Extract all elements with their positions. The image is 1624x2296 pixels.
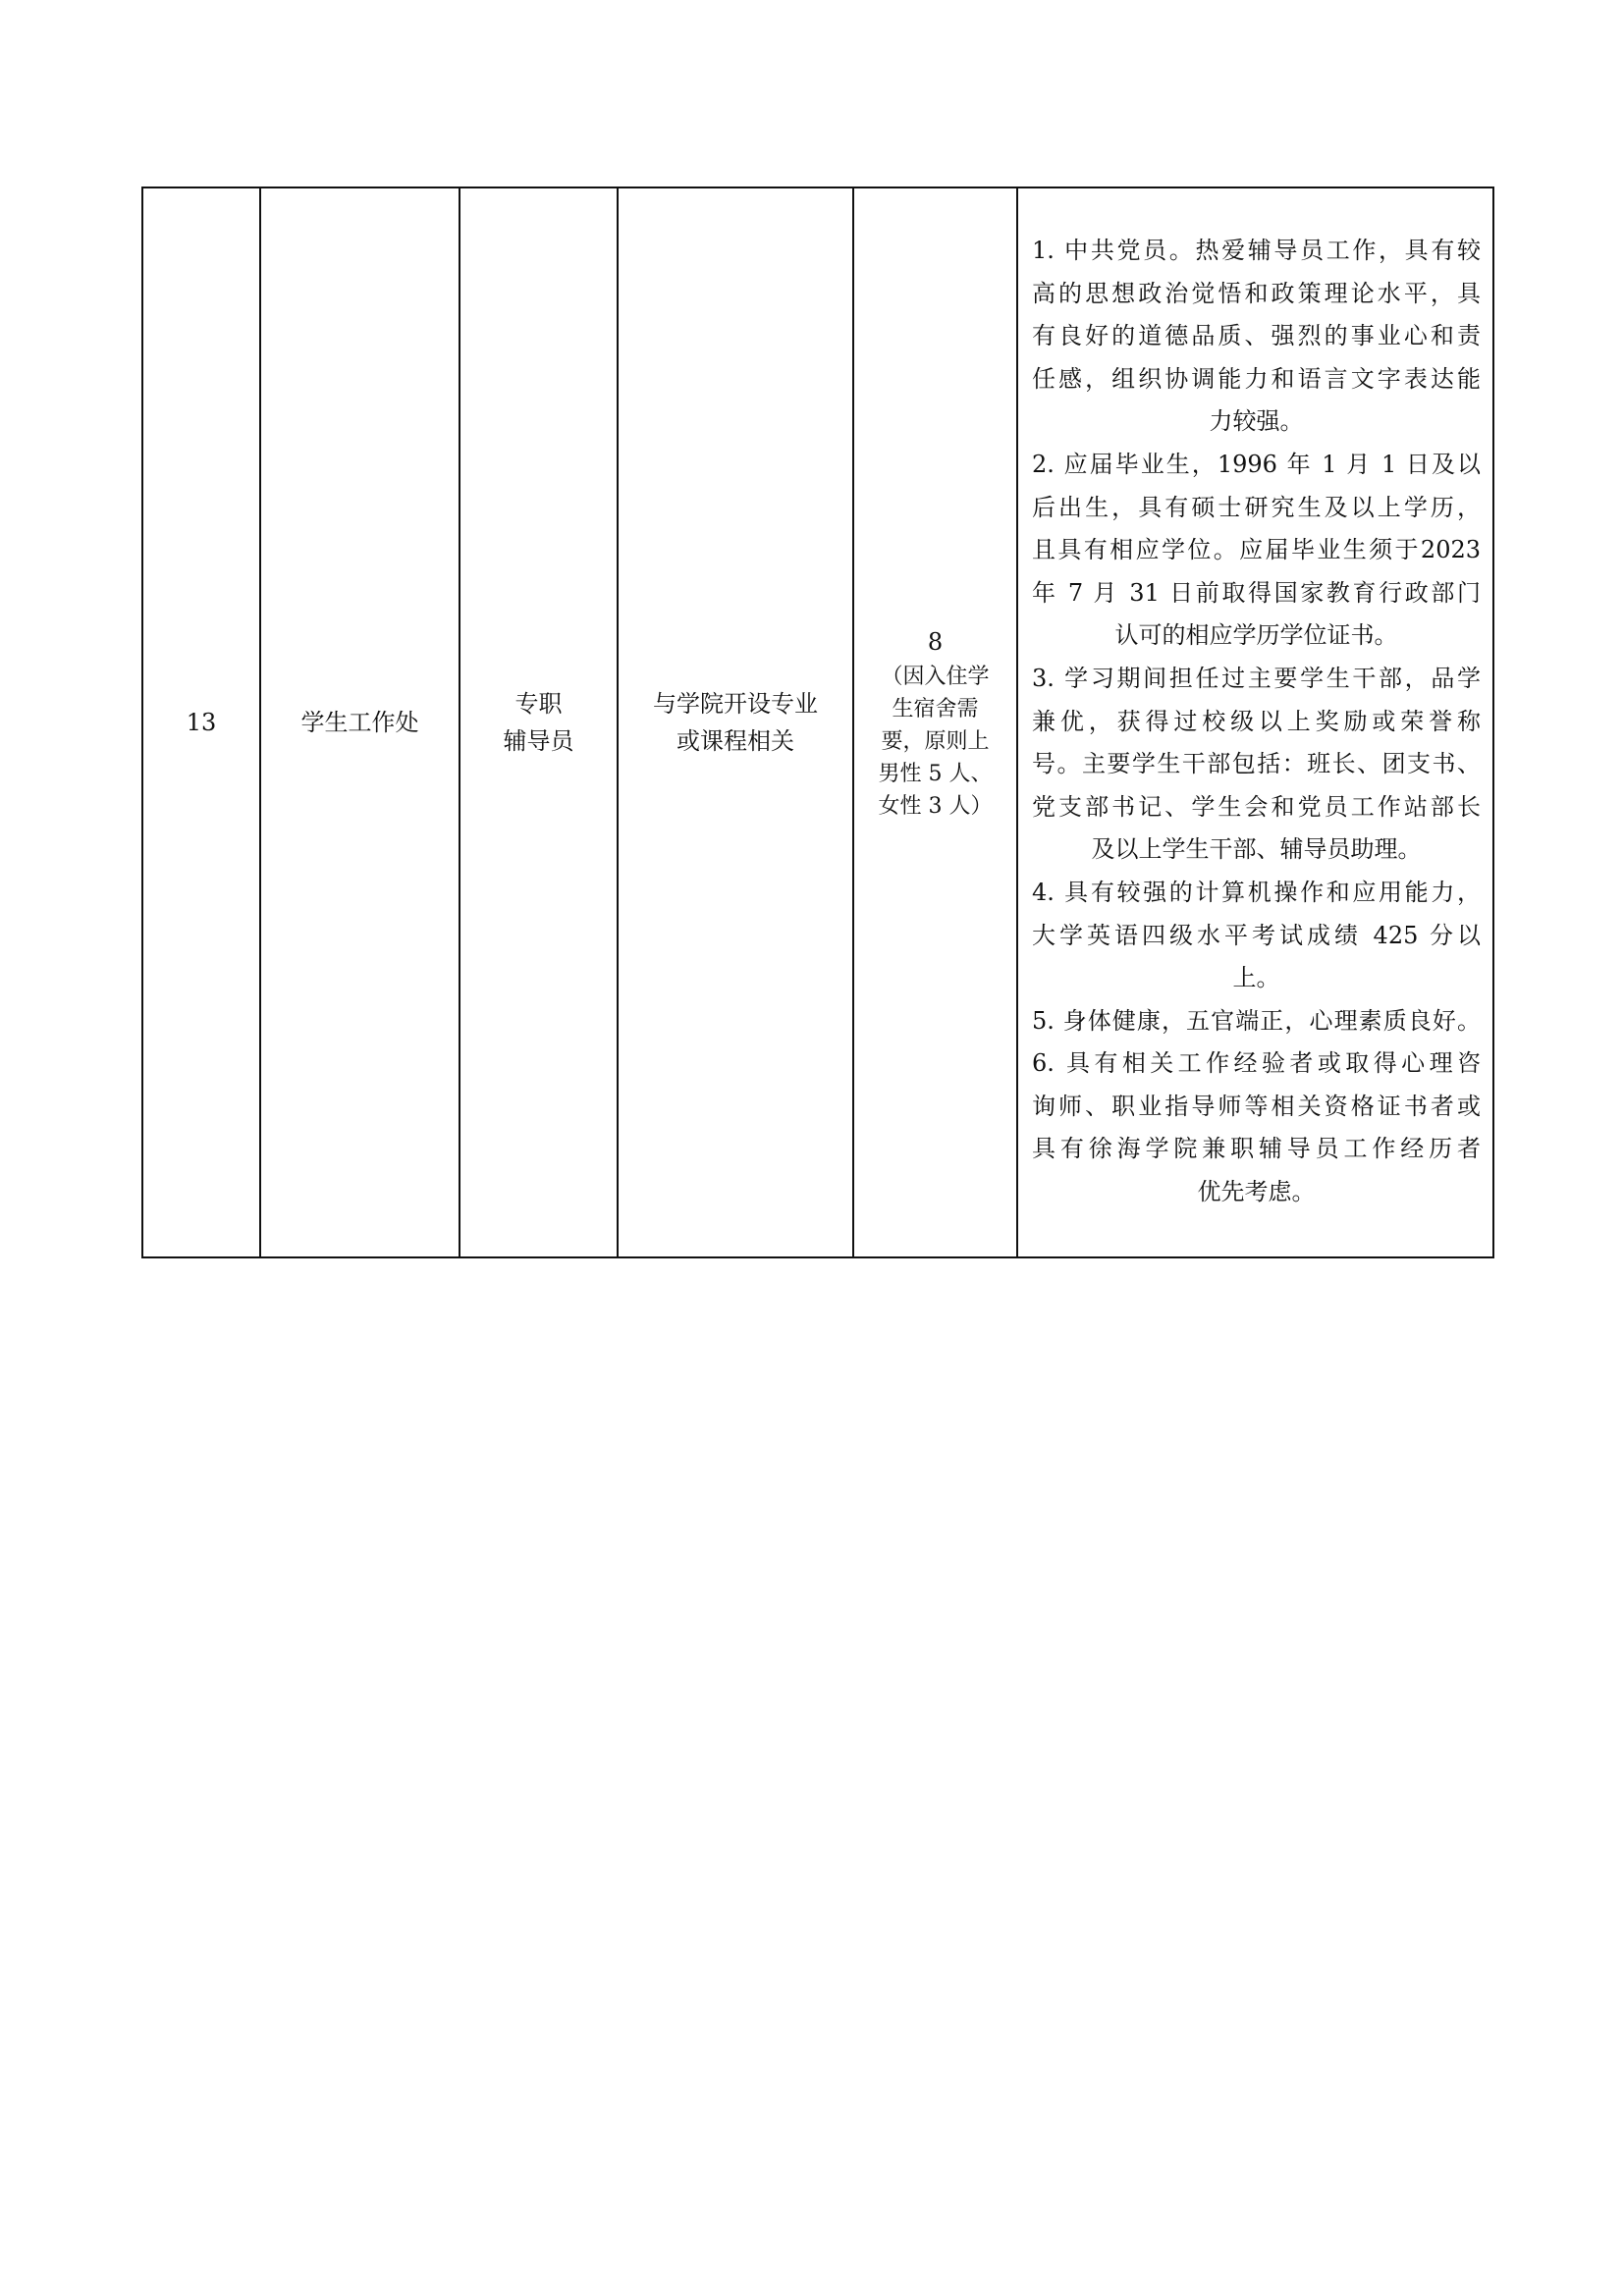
- headcount-cell: [853, 187, 1017, 1257]
- row-index-cell: [142, 187, 260, 1257]
- requirement-line: 大学英语四级水平考试成绩 425 分以: [1032, 921, 1481, 949]
- requirement-line: 5. 身体健康，五官端正，心理素质良好。: [1032, 1006, 1481, 1035]
- headcount-note-line: 男性 5 人、: [878, 761, 993, 786]
- requirement-line: 力较强。: [1209, 407, 1304, 436]
- headcount-number: 8: [927, 627, 944, 656]
- major-line: 或课程相关: [677, 727, 794, 755]
- requirement-line: 具有徐海学院兼职辅导员工作经历者: [1032, 1135, 1481, 1163]
- post-line: 辅导员: [503, 727, 574, 755]
- headcount-note: [854, 661, 1016, 823]
- department-name: 学生工作处: [300, 709, 419, 736]
- requirement-line: 高的思想政治觉悟和政策理论水平，具: [1032, 279, 1481, 307]
- requirement-line: 号。主要学生干部包括：班长、团支书、: [1032, 750, 1481, 778]
- requirements-cell: [1017, 187, 1493, 1257]
- post-line: 专职: [514, 690, 563, 718]
- requirement-line: 优先考虑。: [1197, 1178, 1316, 1206]
- requirement-line: 上。: [1232, 964, 1280, 992]
- requirement-line: 兼优，获得过校级以上奖励或荣誉称: [1032, 707, 1481, 735]
- requirement-line: 1. 中共党员。热爱辅导员工作，具有较: [1032, 237, 1481, 264]
- headcount-note-line: （因入住学: [881, 664, 990, 689]
- requirements-text: [1018, 188, 1492, 1256]
- requirement-line: 3. 学习期间担任过主要学生干部，品学: [1032, 664, 1481, 692]
- headcount-note-line: 要，原则上: [881, 728, 990, 754]
- department-cell: [260, 187, 460, 1257]
- table-row: [142, 187, 1493, 1257]
- major-line: 与学院开设专业: [653, 690, 818, 718]
- requirement-line: 党支部书记、学生会和党员工作站部长: [1032, 792, 1481, 821]
- row-index: 13: [186, 709, 217, 736]
- headcount-note-line: 生宿舍需: [892, 696, 979, 721]
- major-cell: [618, 187, 853, 1257]
- requirement-line: 任感，组织协调能力和语言文字表达能: [1032, 364, 1481, 393]
- recruitment-table: [141, 187, 1494, 1258]
- requirement-line: 询师、职业指导师等相关资格证书者或: [1032, 1092, 1481, 1120]
- requirement-line: 年 7 月 31 日前取得国家教育行政部门: [1032, 578, 1481, 607]
- requirement-line: 后出生，具有硕士研究生及以上学历，: [1032, 493, 1481, 521]
- requirement-line: 4. 具有较强的计算机操作和应用能力，: [1032, 878, 1481, 906]
- requirement-line: 有良好的道德品质、强烈的事业心和责: [1032, 322, 1481, 350]
- requirement-line: 2. 应届毕业生，1996 年 1 月 1 日及以: [1032, 450, 1481, 478]
- requirement-line: 6. 具有相关工作经验者或取得心理咨: [1032, 1049, 1481, 1078]
- post-cell: [460, 187, 618, 1257]
- requirement-line: 认可的相应学历学位证书。: [1114, 621, 1398, 650]
- headcount-note-line: 女性 3 人）: [878, 793, 993, 819]
- requirement-line: 且具有相应学位。应届毕业生须于2023: [1032, 536, 1481, 564]
- requirement-line: 及以上学生干部、辅导员助理。: [1091, 835, 1422, 864]
